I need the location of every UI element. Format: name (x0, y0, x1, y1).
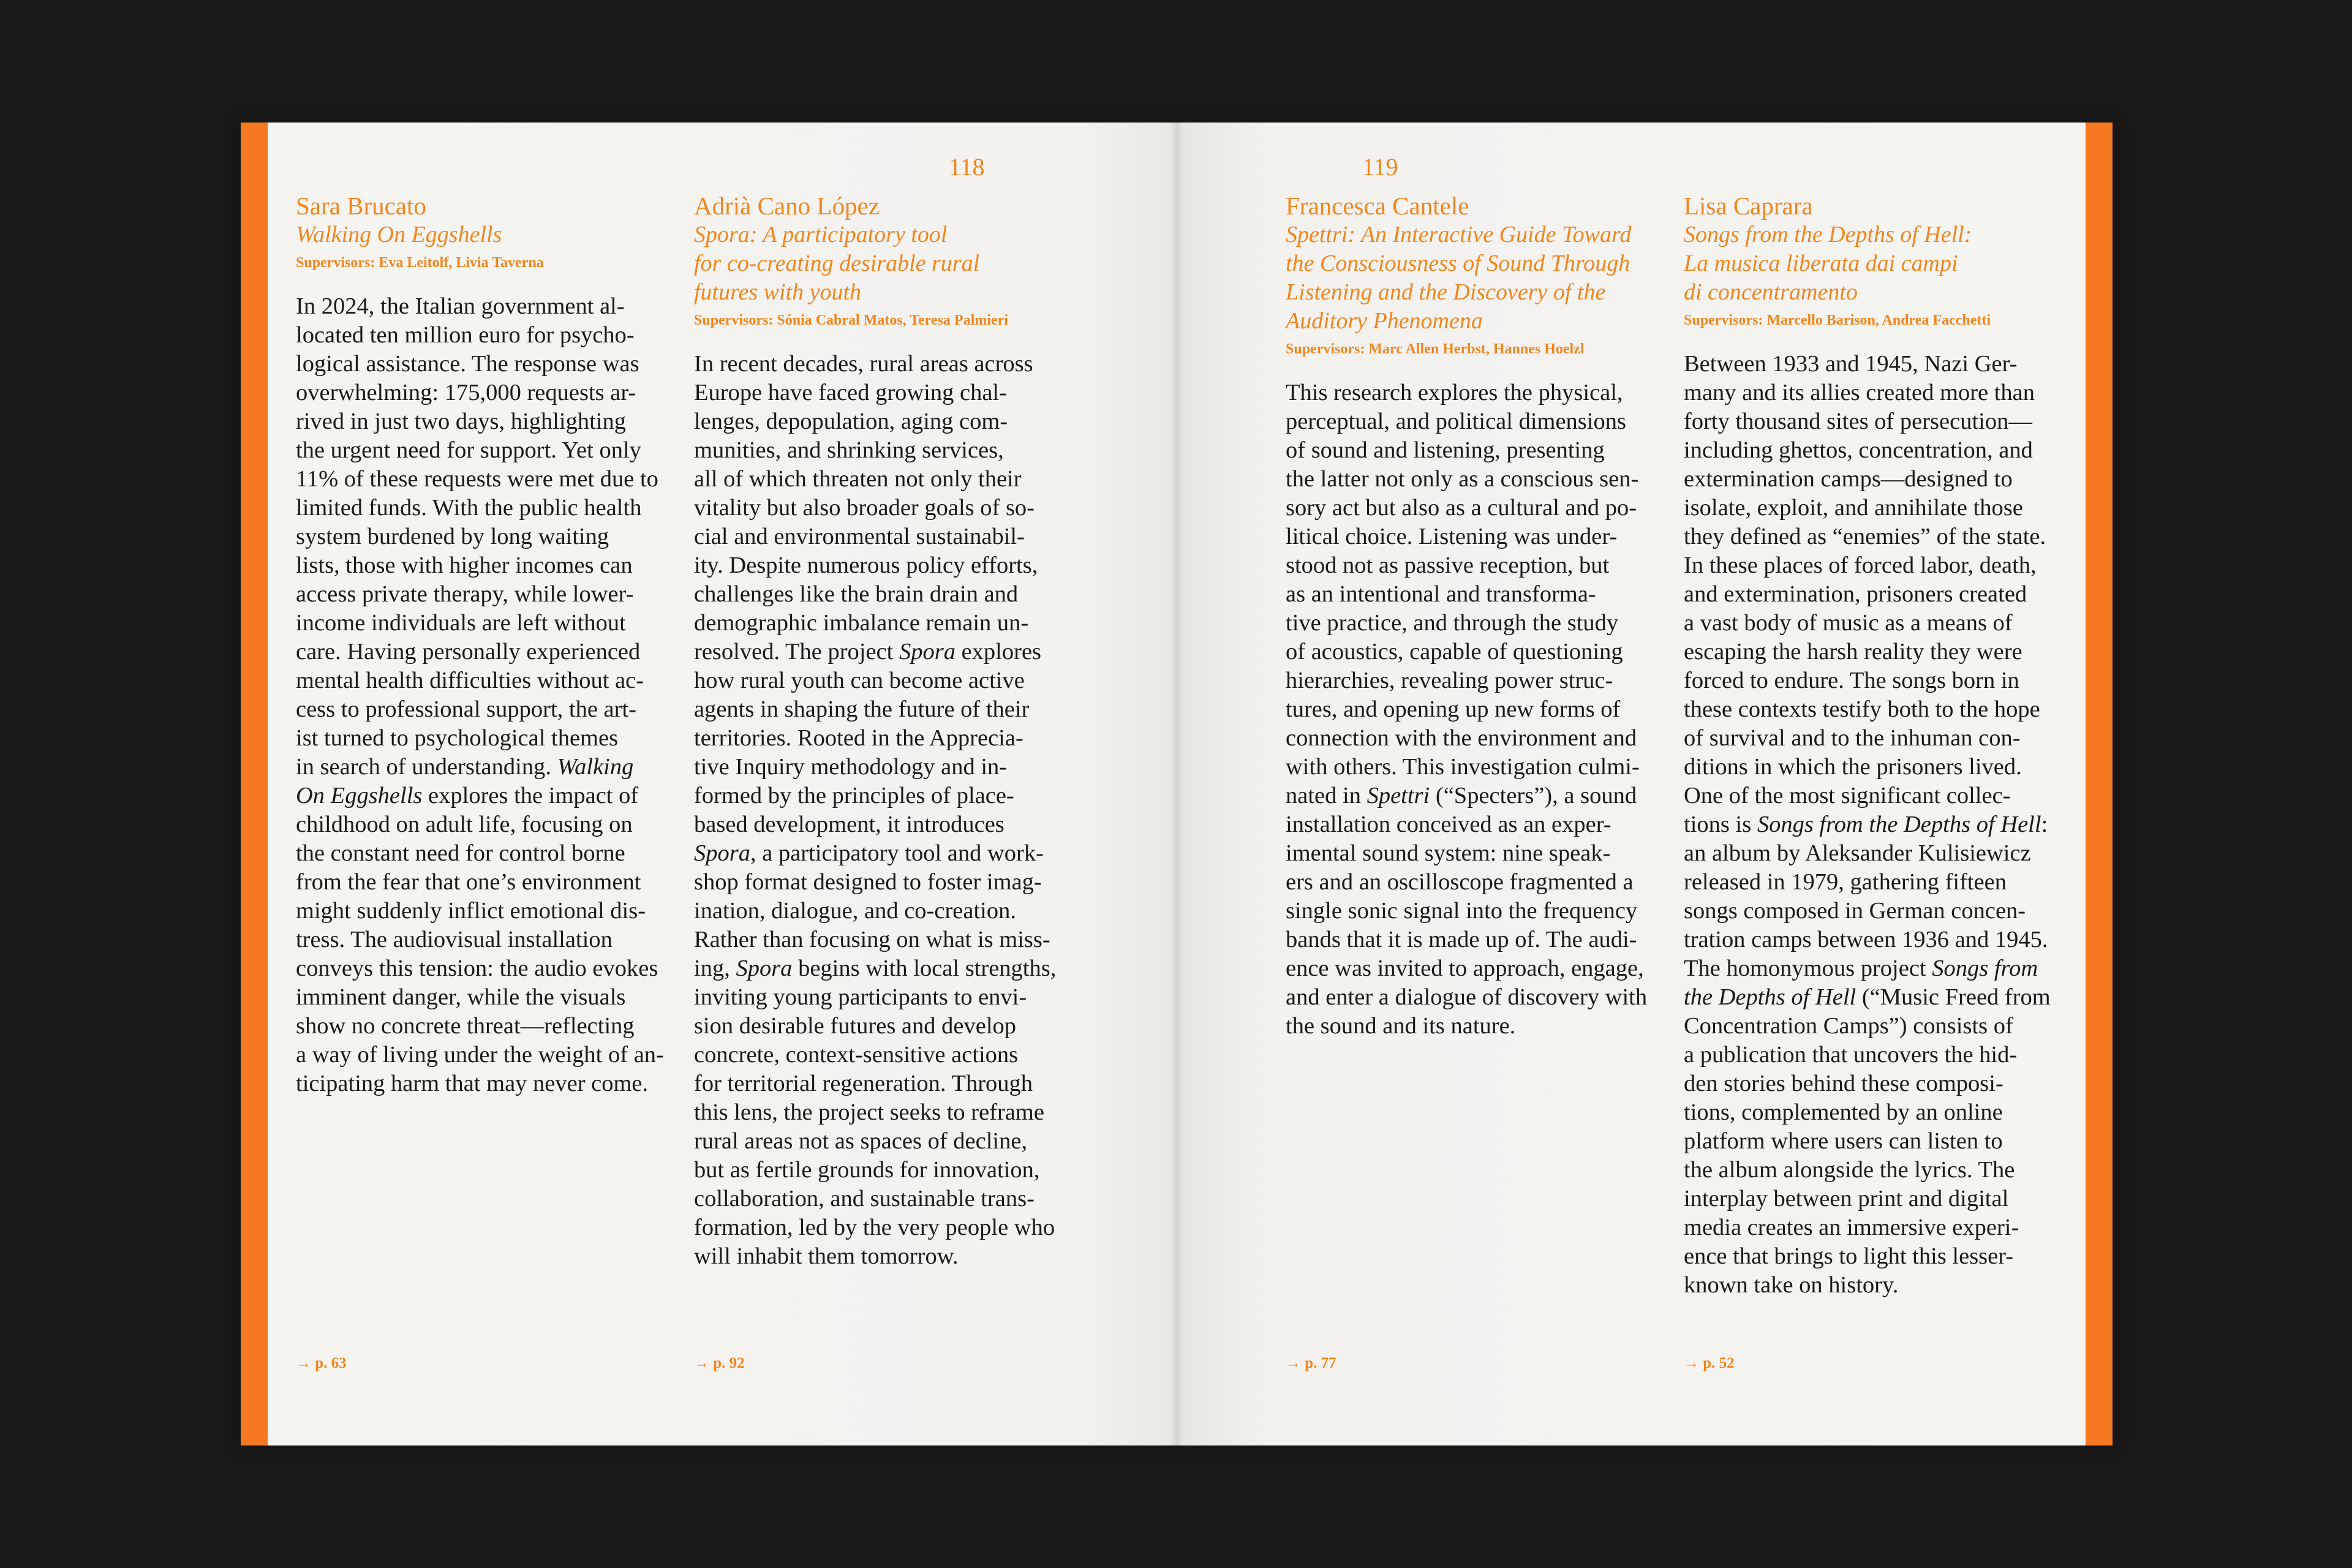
page-crossref: → p. 92 (694, 1355, 745, 1371)
body-line: the urgent need for support. Yet only (296, 437, 641, 463)
body-line: songs composed in German concen- (1684, 898, 2026, 924)
page-number-left: 118 (949, 153, 985, 181)
body-line: forced to endure. The songs born in (1684, 668, 2019, 693)
body-line: ence was invited to approach, engage, (1286, 956, 1644, 981)
author-name: Francesca Cantele (1286, 192, 1469, 220)
body-line: located ten million euro for psycho- (296, 322, 635, 348)
body-line: formation, led by the very people who (694, 1215, 1055, 1240)
body-line: from the fear that one’s environment (296, 869, 641, 895)
body-line: nated in Spettri (“Specters”), a sound (1286, 783, 1637, 809)
body-line: for territorial regeneration. Through (694, 1071, 1033, 1096)
body-line: sory act but also as a cultural and po- (1286, 495, 1637, 521)
author-name: Lisa Caprara (1684, 192, 1813, 220)
body-line: care. Having personally experienced (296, 639, 641, 665)
body-line: of survival and to the inhuman con- (1684, 725, 2021, 751)
body-line: including ghettos, concentration, and (1684, 437, 2033, 463)
entry-column (1684, 191, 2060, 1300)
body-line: lenges, depopulation, aging com- (694, 409, 1008, 434)
body-line: 11% of these requests were met due to (296, 466, 658, 492)
body-line: stood not as passive reception, but (1286, 552, 1610, 578)
body-line: and extermination, prisoners created (1684, 581, 2027, 607)
body-text (1684, 350, 2060, 1300)
title-line: Songs from the Depths of Hell: (1684, 222, 1972, 247)
body-line: Concentration Camps”) consists of (1684, 1013, 2013, 1039)
page-crossref: → p. 63 (296, 1355, 347, 1371)
body-text (694, 350, 1071, 1271)
body-line: overwhelming: 175,000 requests ar- (296, 380, 636, 405)
title-line: Auditory Phenomena (1286, 308, 1483, 334)
body-line: tions is Songs from the Depths of Hell: (1684, 812, 2048, 837)
page-crossref: → p. 52 (1684, 1355, 1735, 1371)
body-line: ist turned to psychological themes (296, 725, 619, 751)
body-line: Rather than focusing on what is miss- (694, 927, 1050, 952)
title-line: Listening and the Discovery of the (1286, 279, 1606, 305)
body-line: they defined as “enemies” of the state. (1684, 524, 2046, 549)
body-line: ence that brings to light this lesser- (1684, 1243, 2014, 1269)
body-line: hierarchies, revealing power struc- (1286, 668, 1613, 693)
body-line: rural areas not as spaces of decline, (694, 1128, 1028, 1154)
body-line: interplay between print and digital (1684, 1186, 2009, 1212)
title-line: for co-creating desirable rural (694, 251, 980, 276)
body-line: as an intentional and transforma- (1286, 581, 1596, 607)
body-line: in search of understanding. Walking (296, 754, 634, 780)
body-line: In recent decades, rural areas across (694, 351, 1033, 377)
body-line: lists, those with higher incomes can (296, 552, 633, 578)
body-line: imental sound system: nine speak- (1286, 840, 1611, 866)
entry-column (694, 191, 1071, 1271)
body-line: extermination camps—designed to (1684, 466, 2013, 492)
book-spread (241, 123, 2113, 1446)
body-line: In these places of forced labor, death, (1684, 552, 2037, 578)
spine-fold (1170, 123, 1183, 1446)
body-line: ity. Despite numerous policy efforts, (694, 552, 1038, 578)
body-line: installation conceived as an exper- (1286, 812, 1611, 837)
body-line: will inhabit them tomorrow. (694, 1243, 959, 1269)
author-name: Sara Brucato (296, 192, 426, 220)
body-line: known take on history. (1684, 1272, 1899, 1298)
body-line: these contexts testify both to the hope (1684, 696, 2040, 722)
body-line: media creates an immersive experi- (1684, 1215, 2019, 1240)
body-line: Between 1933 and 1945, Nazi Ger- (1684, 351, 2018, 377)
body-line: platform where users can listen to (1684, 1128, 2003, 1154)
body-line: might suddenly inflict emotional dis- (296, 898, 646, 924)
body-line: with others. This investigation culmi- (1286, 754, 1640, 780)
body-text (296, 292, 673, 1098)
body-line: an album by Aleksander Kulisiewicz (1684, 840, 2031, 866)
body-line: forty thousand sites of persecution— (1684, 409, 2032, 434)
body-line: tions, complemented by an online (1684, 1099, 2003, 1125)
body-line: challenges like the brain drain and (694, 581, 1019, 607)
project-title (296, 221, 673, 249)
body-line: of sound and listening, presenting (1286, 437, 1605, 463)
body-line: imminent danger, while the visuals (296, 984, 626, 1010)
body-line: Spora, a participatory tool and work- (694, 840, 1044, 866)
body-line: a publication that uncovers the hid- (1684, 1042, 2018, 1068)
body-line: ination, dialogue, and co-creation. (694, 898, 1016, 924)
title-line: Spettri: An Interactive Guide Toward (1286, 222, 1632, 247)
supervisors: Supervisors: Marc Allen Herbst, Hannes Hoelzl (1286, 341, 1585, 357)
body-line: conveys this tension: the audio evokes (296, 956, 658, 981)
body-line: single sonic signal into the frequency (1286, 898, 1638, 924)
body-line: all of which threaten not only their (694, 466, 1022, 492)
body-line: vitality but also broader goals of so- (694, 495, 1035, 521)
body-line: connection with the environment and (1286, 725, 1637, 751)
body-line: tures, and opening up new forms of (1286, 696, 1621, 722)
body-line: system burdened by long waiting (296, 524, 609, 549)
body-line: income individuals are left without (296, 610, 626, 636)
body-line: but as fertile grounds for innovation, (694, 1157, 1040, 1183)
right-orange-edge (2086, 123, 2113, 1446)
body-line: ticipating harm that may never come. (296, 1071, 649, 1096)
title-line: the Consciousness of Sound Through (1286, 251, 1630, 276)
body-line: escaping the harsh reality they were (1684, 639, 2022, 665)
body-line: This research explores the physical, (1286, 380, 1623, 405)
body-line: demographic imbalance remain un- (694, 610, 1029, 636)
left-page (241, 123, 1177, 1446)
body-line: litical choice. Listening was under- (1286, 524, 1618, 549)
body-line: tive Inquiry methodology and in- (694, 754, 1008, 780)
body-line: agents in shaping the future of their (694, 696, 1030, 722)
body-line: isolate, exploit, and annihilate those (1684, 495, 2023, 521)
body-line: the sound and its nature. (1286, 1013, 1516, 1039)
body-line: inviting young participants to envi- (694, 984, 1027, 1010)
body-line: of acoustics, capable of questioning (1286, 639, 1623, 665)
body-line: rived in just two days, highlighting (296, 409, 626, 434)
body-line: based development, it introduces (694, 812, 1005, 837)
body-line: On Eggshells explores the impact of (296, 783, 639, 809)
body-line: the Depths of Hell (“Music Freed from (1684, 984, 2051, 1010)
project-title (1684, 221, 2060, 307)
body-line: tration camps between 1936 and 1945. (1684, 927, 2048, 952)
body-line: the album alongside the lyrics. The (1684, 1157, 2015, 1183)
body-line: cial and environmental sustainabil- (694, 524, 1025, 549)
body-line: access private therapy, while lower- (296, 581, 634, 607)
supervisors: Supervisors: Marcello Barison, Andrea Facchetti (1684, 312, 1991, 328)
body-line: ing, Spora begins with local strengths, (694, 956, 1057, 981)
body-text (1286, 379, 1662, 1041)
project-title (694, 221, 1071, 307)
body-line: limited funds. With the public health (296, 495, 642, 521)
body-line: many and its allies created more than (1684, 380, 2035, 405)
body-line: ditions in which the prisoners lived. (1684, 754, 2022, 780)
right-page (1177, 123, 2113, 1446)
body-line: shop format designed to foster imag- (694, 869, 1042, 895)
supervisors: Supervisors: Sónia Cabral Matos, Teresa Palmieri (694, 312, 1008, 328)
page-number-right: 119 (1362, 153, 1398, 181)
body-line: the latter not only as a conscious sen- (1286, 466, 1639, 492)
body-line: tive practice, and through the study (1286, 610, 1619, 636)
author-name: Adrià Cano López (694, 192, 880, 220)
body-line: In 2024, the Italian government al- (296, 293, 625, 319)
body-line: show no concrete threat—reflecting (296, 1013, 635, 1039)
body-line: a vast body of music as a means of (1684, 610, 2013, 636)
page-crossref: → p. 77 (1286, 1355, 1336, 1371)
title-line: di concentramento (1684, 279, 1858, 305)
project-title (1286, 221, 1662, 336)
body-line: territories. Rooted in the Apprecia- (694, 725, 1023, 751)
left-orange-edge (241, 123, 268, 1446)
title-line: futures with youth (694, 279, 862, 305)
body-line: bands that it is made up of. The audi- (1286, 927, 1637, 952)
body-line: sion desirable futures and develop (694, 1013, 1017, 1039)
body-line: mental health difficulties without ac- (296, 668, 644, 693)
body-line: a way of living under the weight of an- (296, 1042, 664, 1068)
body-line: Europe have faced growing chal- (694, 380, 1007, 405)
body-line: released in 1979, gathering fifteen (1684, 869, 2007, 895)
title-line: La musica liberata dai campi (1684, 251, 1958, 276)
body-line: collaboration, and sustainable trans- (694, 1186, 1035, 1212)
body-line: how rural youth can become active (694, 668, 1025, 693)
body-line: concrete, context-sensitive actions (694, 1042, 1019, 1068)
body-line: cess to professional support, the art- (296, 696, 636, 722)
supervisors: Supervisors: Eva Leitolf, Livia Taverna (296, 255, 544, 271)
body-line: childhood on adult life, focusing on (296, 812, 633, 837)
title-line: Spora: A participatory tool (694, 222, 948, 247)
body-line: this lens, the project seeks to reframe (694, 1099, 1044, 1125)
body-line: ers and an oscilloscope fragmented a (1286, 869, 1634, 895)
body-line: resolved. The project Spora explores (694, 639, 1042, 665)
entry-column (1286, 191, 1662, 1041)
body-line: tress. The audiovisual installation (296, 927, 612, 952)
body-line: and enter a dialogue of discovery with (1286, 984, 1648, 1010)
body-line: munities, and shrinking services, (694, 437, 1004, 463)
body-line: logical assistance. The response was (296, 351, 639, 377)
body-line: The homonymous project Songs from (1684, 956, 2038, 981)
title-line: Walking On Eggshells (296, 222, 502, 247)
body-line: One of the most significant collec- (1684, 783, 2011, 809)
entry-column (296, 191, 673, 1098)
body-line: the constant need for control borne (296, 840, 625, 866)
body-line: formed by the principles of place- (694, 783, 1014, 809)
body-line: perceptual, and political dimensions (1286, 409, 1626, 434)
body-line: den stories behind these composi- (1684, 1071, 2003, 1096)
